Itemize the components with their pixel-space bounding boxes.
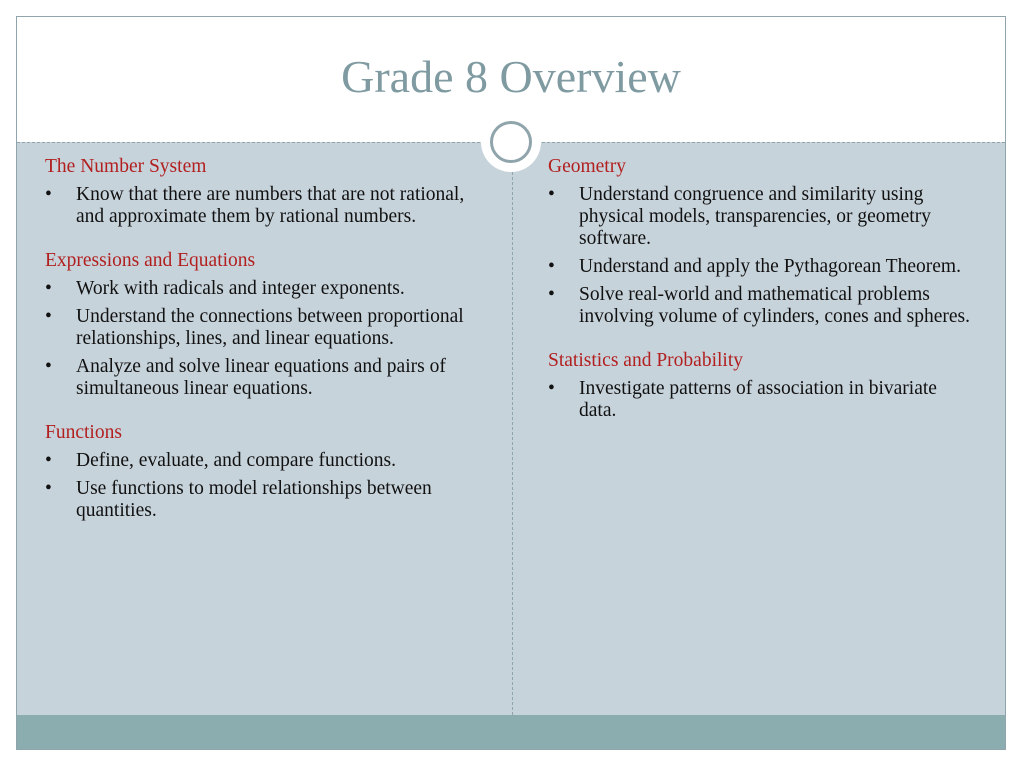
right-column [548,156,978,444]
bullet-icon: • [45,478,52,499]
list-item [45,278,485,300]
list-item [45,478,485,522]
list-item [548,256,978,278]
section-heading: Expressions and Equations [45,250,256,271]
bullet-icon: • [45,306,52,327]
footer-bar [17,715,1005,749]
bullet-icon: • [45,450,52,471]
list-item [45,356,485,400]
list-item-text: Understand the connections between proportional relationships, lines, and linear equations. [76,306,464,349]
bullet-icon: • [548,256,555,277]
bullet-icon: • [45,184,52,205]
section-heading: Statistics and Probability [548,350,743,371]
left-column [45,156,485,544]
list-item [548,284,978,328]
section-heading: Geometry [548,156,626,177]
list-item-text: Understand and apply the Pythagorean Theorem. [579,256,961,277]
list-item-text: Analyze and solve linear equations and pairs of simultaneous linear equations. [76,356,446,399]
list-item-text: Define, evaluate, and compare functions. [76,450,396,471]
slide [16,16,1006,750]
section-statistics-probability [548,350,978,422]
list-item-text: Work with radicals and integer exponents. [76,278,405,299]
section-functions [45,422,485,522]
bullet-icon: • [548,184,555,205]
list-item-text: Understand congruence and similarity using physical models, transparencies, or geometry software. [579,184,931,249]
list-item-text: Know that there are numbers that are not rational, and approximate them by rational numbers. [76,184,465,227]
slide-title: Grade 8 Overview [341,51,681,102]
list-item-text: Investigate patterns of association in bivariate data. [579,378,937,421]
section-number-system [45,156,485,228]
column-divider [512,157,513,715]
bullet-icon: • [45,278,52,299]
circle-ornament-icon [481,112,541,172]
list-item [548,184,978,250]
section-expressions-equations [45,250,485,400]
section-heading: The Number System [45,156,207,177]
section-heading: Functions [45,422,122,443]
section-geometry [548,156,978,328]
list-item [548,378,978,422]
ornament-ring [490,121,532,163]
bullet-icon: • [45,356,52,377]
bullet-icon: • [548,284,555,305]
bullet-icon: • [548,378,555,399]
list-item-text: Use functions to model relationships between quantities. [76,478,432,521]
list-item [45,450,485,472]
list-item [45,184,485,228]
list-item [45,306,485,350]
list-item-text: Solve real-world and mathematical problems involving volume of cylinders, cones and spheres. [579,284,970,327]
